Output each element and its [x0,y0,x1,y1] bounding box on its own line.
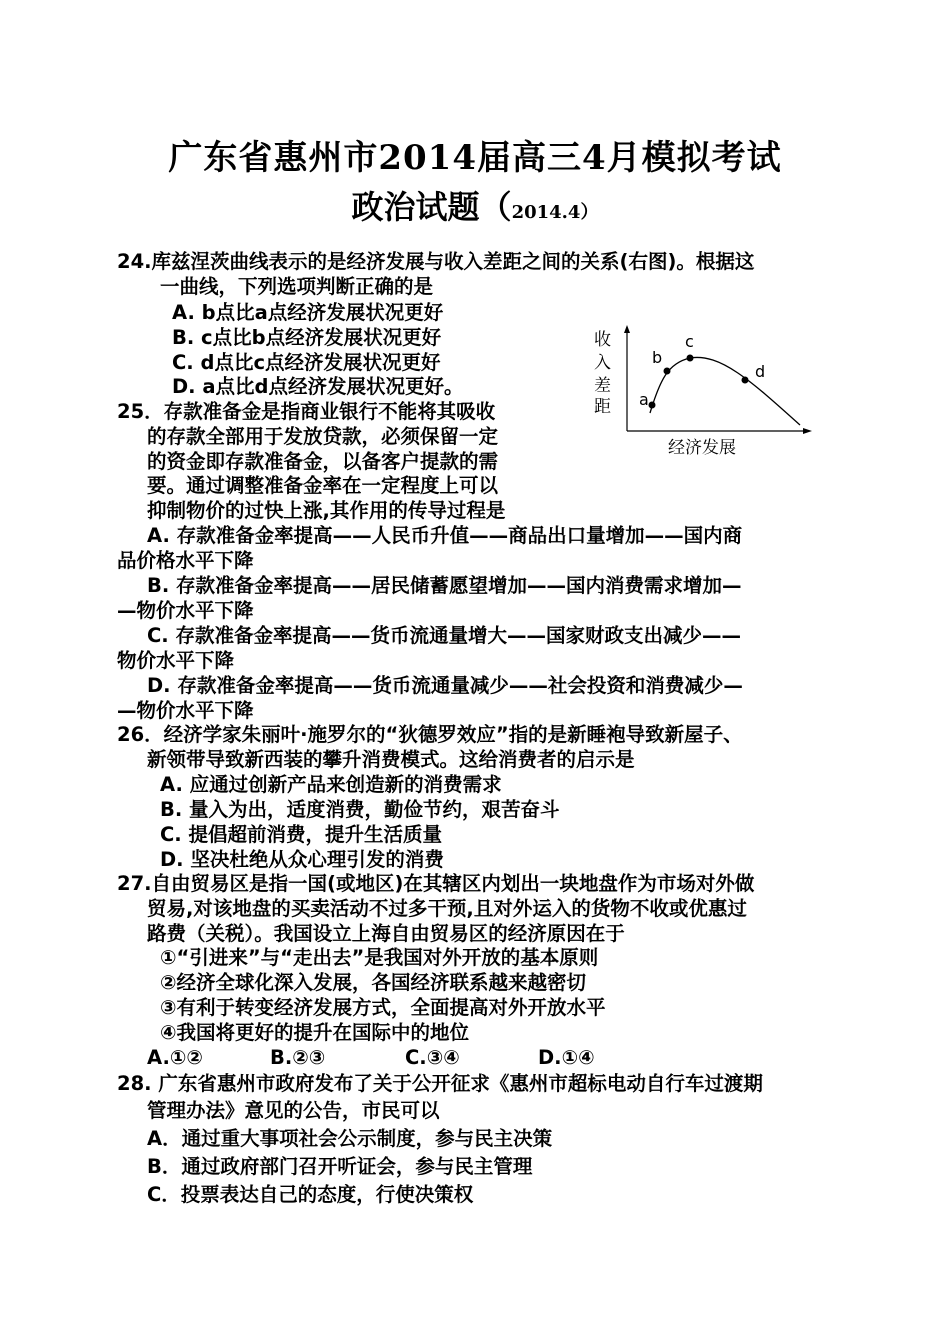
page-subtitle [0,182,950,228]
q25-option-c-line-2: 物价水平下降 [117,649,235,672]
q28-option-c: C．投票表达自己的态度，行使决策权 [147,1183,474,1206]
q26-option-a: A. 应通过创新产品来创造新的消费需求 [160,773,502,796]
subtitle-main: 政治试题（ [351,188,512,226]
ylabel-char-4: 距 [594,397,611,417]
q25-option-b-line-1: B. 存款准备金率提高——居民储蓄愿望增加——国内消费需求增加— [147,574,742,597]
q26-option-d: D. 坚决杜绝从众心理引发的消费 [160,848,444,871]
label-d: d [755,362,766,381]
q25-stem-line-5: 抑制物价的过快上涨,其作用的传导过程是 [147,499,506,522]
kuznets-curve [650,357,800,425]
q27-item-2: ②经济全球化深入发展，各国经济联系越来越密切 [160,971,587,994]
q25-option-d-line-2: —物价水平下降 [117,699,254,722]
q24-option-c: C. d点比c点经济发展状况更好 [172,351,441,374]
subtitle-date: 2014.4） [511,202,599,223]
q26-option-c: C. 提倡超前消费，提升生活质量 [160,823,443,846]
q27-item-1: ①“引进来”与“走出去”是我国对外开放的基本原则 [160,946,599,969]
ylabel-char-3: 差 [594,376,611,396]
label-b: b [652,348,663,367]
q27-option-d: D.①④ [538,1046,595,1069]
q25-option-a-line-1: A. 存款准备金率提高——人民币升值——商品出口量增加——国内商 [147,524,743,547]
q24-stem-line-1: 24.库兹涅茨曲线表示的是经济发展与收入差距之间的关系(右图)。根据这 [117,250,755,273]
q25-stem-line-3: 的资金即存款准备金，以备客户提款的需 [147,450,499,473]
point-a [649,402,656,409]
q24-option-a: A. b点比a点经济发展状况更好 [172,301,444,324]
q27-option-b: B.②③ [270,1046,326,1069]
q25-stem-line-1: 25．存款准备金是指商业银行不能将其吸收 [117,400,496,423]
q27-option-a: A.①② [147,1046,203,1069]
q25-option-b-line-2: —物价水平下降 [117,599,254,622]
q27-option-c: C.③④ [405,1046,460,1069]
point-c [687,355,694,362]
page-title: 广东省惠州市2014届高三4月模拟考试 [168,138,782,178]
point-d [742,377,749,384]
q28-stem-line-1: 28. 广东省惠州市政府发布了关于公开征求《惠州市超标电动自行车过渡期 [117,1072,763,1095]
q25-option-a-line-2: 品价格水平下降 [117,549,254,572]
kuznets-curve-graph [590,325,820,460]
q27-item-4: ④我国将更好的提升在国际中的地位 [160,1021,470,1044]
q24-stem-line-2: 一曲线，下列选项判断正确的是 [160,275,434,298]
ylabel-char-1: 收 [594,330,611,350]
q27-item-3: ③有利于转变经济发展方式，全面提高对外开放水平 [160,996,606,1019]
label-a: a [639,390,649,409]
label-c: c [685,332,694,351]
q28-stem-line-2: 管理办法》意见的公告，市民可以 [147,1099,440,1122]
q25-option-c-line-1: C. 存款准备金率提高——货币流通量增大——国家财政支出减少—— [147,624,742,647]
ylabel-char-2: 入 [594,353,611,373]
q25-stem-line-4: 要。通过调整准备金率在一定程度上可以 [147,474,499,497]
xlabel: 经济发展 [668,438,736,458]
q25-stem-line-2: 的存款全部用于发放贷款，必须保留一定 [147,425,499,448]
q24-option-d: D. a点比d点经济发展状况更好。 [172,375,464,398]
y-axis-arrow [624,325,630,333]
q28-option-a: A．通过重大事项社会公示制度，参与民主决策 [147,1127,553,1150]
q25-option-d-line-1: D. 存款准备金率提高——货币流通量减少——社会投资和消费减少— [147,674,743,697]
q26-stem-line-2: 新领带导致新西装的攀升消费模式。这给消费者的启示是 [147,748,635,771]
q27-stem-line-3: 路费（关税）。我国设立上海自由贸易区的经济原因在于 [147,922,625,945]
q26-option-b: B. 量入为出，适度消费，勤俭节约，艰苦奋斗 [160,798,560,821]
q24-option-b: B. c点比b点经济发展状况更好 [172,326,442,349]
q28-option-b: B．通过政府部门召开听证会，参与民主管理 [147,1155,533,1178]
q27-stem-line-1: 27.自由贸易区是指一国(或地区)在其辖区内划出一块地盘作为市场对外做 [117,872,755,895]
q26-stem-line-1: 26．经济学家朱丽叶·施罗尔的“狄德罗效应”指的是新睡袍导致新屋子、 [117,723,743,746]
q27-stem-line-2: 贸易,对该地盘的买卖活动不过多干预,且对外运入的货物不收或优惠过 [147,897,747,920]
x-axis-arrow [803,428,812,434]
point-b [664,368,671,375]
